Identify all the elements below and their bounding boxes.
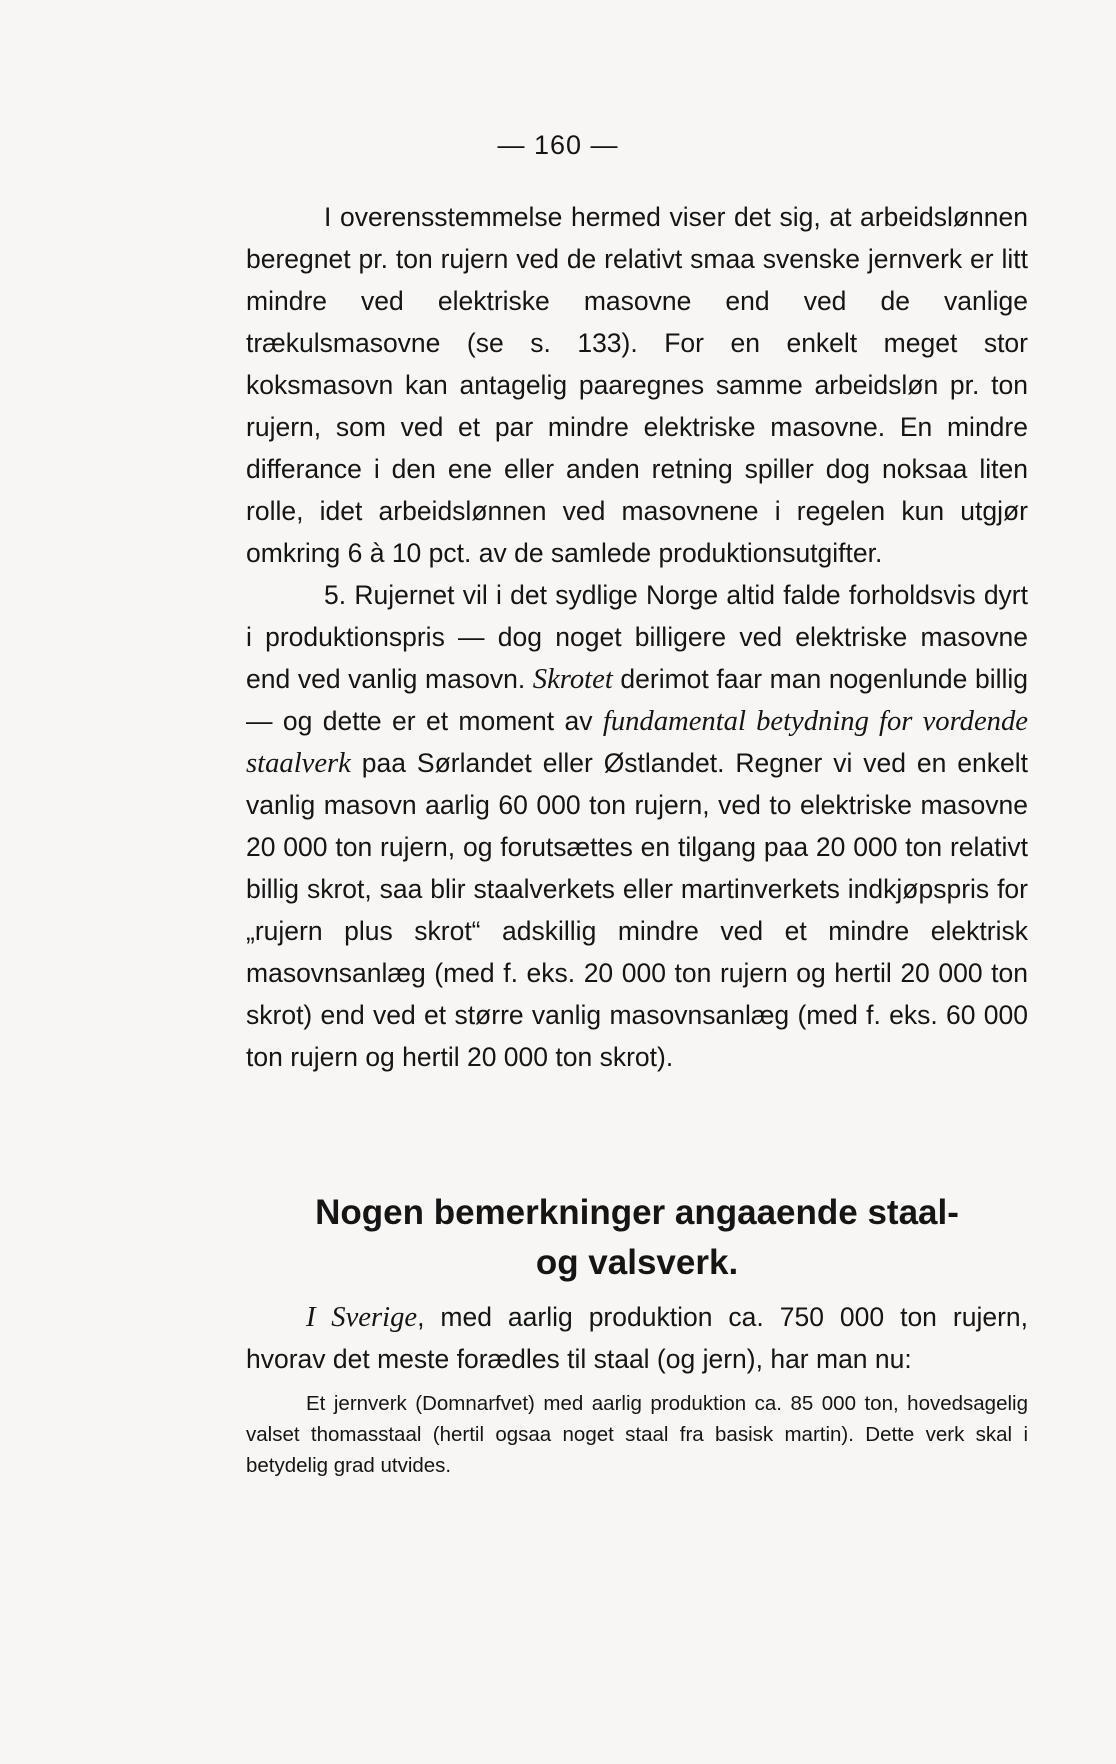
paragraph-2-italic-emphasis: fundamental betydning for vordende staalverk xyxy=(246,705,1028,779)
paragraph-2-part-c: paa Sørlandet eller Østlandet. Regner vi ved en enkelt vanlig masovn aarlig 60 000 ton rujern, ved to elektriske masovne 20 000 ton rujern, og forutsættes en tilgang paa 20 000 ton relativt billig skrot, saa blir staalverkets eller martinverkets indkjøpspris for „rujern plus skrot“ adskillig mindre ved et mindre elektrisk masovnsanlæg (med f. eks. 20 000 ton rujern og hertil 20 000 ton skrot) end ved et større vanlig masovnsanlæg (med f. eks. 60 000 ton rujern og hertil 20 000 ton skrot). xyxy=(246,748,1028,1072)
paragraph-1: I overensstemmelse hermed viser det sig, at arbeidslønnen beregnet pr. ton rujern ved de relativt smaa svenske jernverk er litt mindre ved elektriske masovne end ved de vanlige trækulsmasovne (se s. 133). For en enkelt meget stor koksmasovn kan antagelig paaregnes samme arbeidsløn pr. ton rujern, som ved et par mindre elektriske masovne. En mindre differance i den ene eller anden retning spiller dog noksaa liten rolle, idet arbeidslønnen ved masovnene i regelen kun utgjør omkring 6 à 10 pct. av de samlede produktionsutgifter. xyxy=(246,202,1028,568)
section-heading-line-2: og valsverk. xyxy=(535,1243,739,1282)
paragraph-2-italic-skrotet: Skrotet xyxy=(532,663,613,695)
section-intro-paragraph xyxy=(246,1296,1028,1380)
page-number: — 160 — xyxy=(497,130,619,160)
section-intro-italic: I Sverige xyxy=(306,1301,418,1333)
section-heading xyxy=(246,1188,1028,1288)
small-print-note xyxy=(246,1388,1028,1481)
paragraph-2-part-a: 5. Rujernet vil i det sydlige Norge altid falde forholdsvis dyrt i produktionspris — dog noget billigere ved elektriske masovne end ved vanlig masovn. xyxy=(246,580,1028,694)
small-print-paragraph: Et jernverk (Domnarfvet) med aarlig produktion ca. 85 000 ton, hovedsagelig valset thomasstaal (hertil ogsaa noget staal fra basisk martin). Dette verk skal i betydelig grad utvides. xyxy=(246,1392,1028,1477)
section-intro-text: , med aarlig produktion ca. 750 000 ton rujern, hvorav det meste forædles til staal (og jern), har man nu: xyxy=(246,1302,1028,1374)
section-heading-line-1: Nogen bemerkninger angaaende staal- xyxy=(315,1193,959,1232)
paragraph-2 xyxy=(246,574,1028,1078)
section-intro xyxy=(246,1296,1028,1380)
paragraph-2-part-b: derimot faar man nogenlunde billig — og dette er et moment av xyxy=(246,664,1028,736)
body-text xyxy=(246,196,1028,1078)
